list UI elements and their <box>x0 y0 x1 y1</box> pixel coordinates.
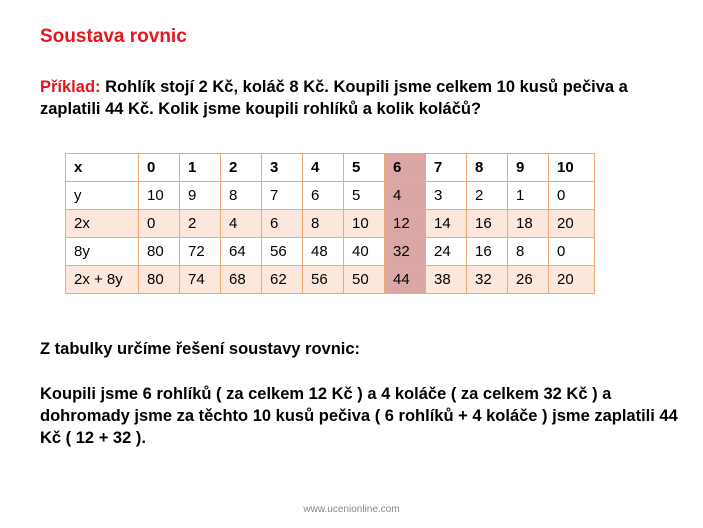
table-cell: 2x + 8y <box>66 266 139 294</box>
table-cell: 2 <box>467 182 508 210</box>
table-row <box>66 210 595 238</box>
table-cell: 3 <box>262 154 303 182</box>
page-title: Soustava rovnic <box>40 26 187 47</box>
table-cell: 8 <box>221 182 262 210</box>
footer-url: www.ucenionline.com <box>303 504 400 515</box>
table-cell: 8 <box>303 210 344 238</box>
table-cell: 18 <box>508 210 549 238</box>
table-row <box>66 154 595 182</box>
table-cell: 6 <box>385 154 426 182</box>
table-cell: 38 <box>426 266 467 294</box>
values-table <box>65 153 595 294</box>
table-cell: 48 <box>303 238 344 266</box>
table-cell: 12 <box>385 210 426 238</box>
table-cell: 10 <box>344 210 385 238</box>
table-cell: 80 <box>139 266 180 294</box>
problem-text: Rohlík stojí 2 Kč, koláč 8 Kč. Koupili jsme celkem 10 kusů pečiva a zaplatili 44 Kč. Kolik jsme koupili rohlíků a kolik koláčů? <box>40 78 628 118</box>
table-cell: 50 <box>344 266 385 294</box>
table-cell: 20 <box>549 210 595 238</box>
table-cell: 72 <box>180 238 221 266</box>
table-cell: 8 <box>508 238 549 266</box>
solution-text: Koupili jsme 6 rohlíků ( za celkem 12 Kč ) a 4 koláče ( za celkem 32 Kč ) a dohromady jsme za těchto 10 kusů pečiva ( 6 rohlíků + 4 koláče ) jsme zaplatili 44 Kč ( 12 + 32 ). <box>40 385 678 447</box>
table-cell: 68 <box>221 266 262 294</box>
table-cell: 32 <box>467 266 508 294</box>
problem-statement <box>40 76 680 120</box>
values-table-body <box>66 154 595 294</box>
table-row <box>66 266 595 294</box>
table-cell: 0 <box>139 210 180 238</box>
table-cell: 3 <box>426 182 467 210</box>
table-cell: 2 <box>180 210 221 238</box>
table-cell: 56 <box>303 266 344 294</box>
table-cell: 56 <box>262 238 303 266</box>
problem-label: Příklad: <box>40 78 101 96</box>
table-cell: 20 <box>549 266 595 294</box>
table-cell: 74 <box>180 266 221 294</box>
table-cell: 2x <box>66 210 139 238</box>
table-cell: 24 <box>426 238 467 266</box>
table-cell: 4 <box>221 210 262 238</box>
table-row <box>66 182 595 210</box>
table-cell: 44 <box>385 266 426 294</box>
table-cell: 2 <box>221 154 262 182</box>
table-cell: 7 <box>426 154 467 182</box>
table-cell: 9 <box>508 154 549 182</box>
table-cell: 40 <box>344 238 385 266</box>
table-cell: 6 <box>303 182 344 210</box>
table-cell: 0 <box>549 238 595 266</box>
table-cell: 32 <box>385 238 426 266</box>
table-cell: 16 <box>467 210 508 238</box>
table-cell: 16 <box>467 238 508 266</box>
table-cell: 5 <box>344 154 385 182</box>
table-cell: 10 <box>549 154 595 182</box>
table-cell: 1 <box>508 182 549 210</box>
table-cell: 8 <box>467 154 508 182</box>
table-cell: 80 <box>139 238 180 266</box>
table-row <box>66 238 595 266</box>
table-cell: 6 <box>262 210 303 238</box>
table-cell: x <box>66 154 139 182</box>
table-cell: 14 <box>426 210 467 238</box>
table-cell: 64 <box>221 238 262 266</box>
table-cell: 9 <box>180 182 221 210</box>
table-cell: 1 <box>180 154 221 182</box>
table-cell: 7 <box>262 182 303 210</box>
table-cell: 5 <box>344 182 385 210</box>
solution-heading: Z tabulky určíme řešení soustavy rovnic: <box>40 340 361 358</box>
table-cell: 0 <box>549 182 595 210</box>
table-cell: 4 <box>303 154 344 182</box>
table-cell: y <box>66 182 139 210</box>
table-cell: 0 <box>139 154 180 182</box>
table-cell: 26 <box>508 266 549 294</box>
table-cell: 62 <box>262 266 303 294</box>
table-cell: 4 <box>385 182 426 210</box>
table-cell: 10 <box>139 182 180 210</box>
table-cell: 8y <box>66 238 139 266</box>
